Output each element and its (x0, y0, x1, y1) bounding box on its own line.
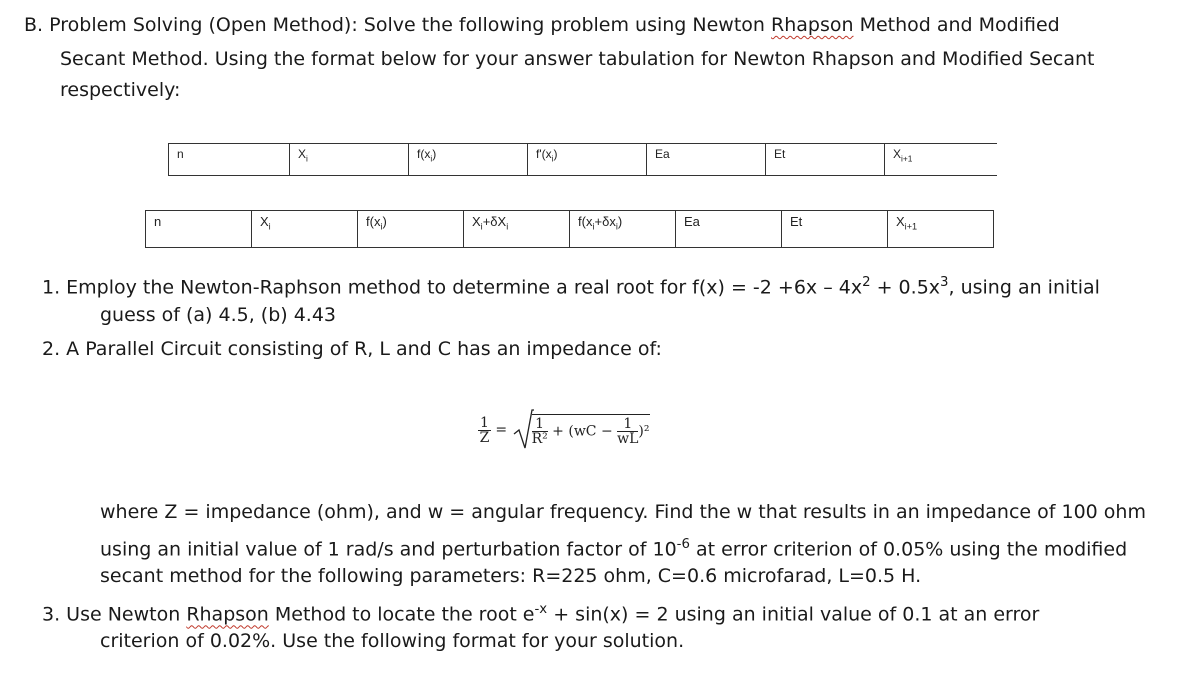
col-ea: Ea (676, 211, 782, 248)
table-row (169, 144, 998, 176)
col-xi: $X_i$ (252, 211, 358, 248)
col-ea: Ea (647, 144, 766, 176)
col-fxi: $f(x_i)$ (358, 211, 464, 248)
heading-text-end: Method and Modified (853, 14, 1060, 36)
col-et: Et (782, 211, 888, 248)
question-1-line1: 1. Employ the Newton-Raphson method to determine a real root for $f(x) = -2 +6x - 4x^2 + 0.5x^3$, using an initial (42, 275, 1100, 299)
col-et: Et (766, 144, 885, 176)
col-n: n (146, 211, 252, 248)
problem-heading-line3: respectively: (60, 79, 181, 101)
col-n: n (169, 144, 290, 176)
col-xi-plus-1: $X_{i+1}$ (885, 144, 998, 176)
question-3-line1: 3. Use Newton Rhapson Method to locate the root $e^{-x} + \sin(x) = 2$ using an initial value of 0.1 at an error (42, 602, 1040, 626)
question-3-line2: criterion of 0.02%. Use the following format for your solution. (100, 630, 685, 652)
col-fxi: $f(x_i)$ (409, 144, 528, 176)
question-2-line4: secant method for the following parameters: R=225 ohm, C=0.6 microfarad, L=0.5 H. (100, 565, 922, 587)
col-xi-plus-delta: $X_i+\delta X_i$ (464, 211, 570, 248)
col-fx-plus-delta: $f(x_i+\delta x_i)$ (570, 211, 676, 248)
heading-squiggle-word: Rhapson (771, 14, 854, 36)
problem-heading-line2: Secant Method. Using the format below for your answer tabulation for Newton Rhapson and Modified Secant (60, 48, 1095, 70)
newton-raphson-format-table (168, 143, 997, 176)
table-row (146, 211, 994, 248)
question-2-line3: using an initial value of 1 rad/s and perturbation factor of $10^{-6}$ at error criterion of 0.05% using the modified (100, 537, 1128, 561)
question-2-line1: 2. A Parallel Circuit consisting of R, L and C has an impedance of: (42, 338, 662, 360)
sqrt-symbol-icon (512, 408, 534, 452)
question-1-line2: guess of (a) 4.5, (b) 4.43 (100, 304, 337, 326)
heading-text: B. Problem Solving (Open Method): Solve the following problem using Newton (24, 14, 772, 36)
col-xi-plus-1: $X_{i+1}$ (888, 211, 994, 248)
question-2-line2: where Z = impedance (ohm), and w = angular frequency. Find the w that results in an impedance of 100 ohm (100, 501, 1146, 523)
modified-secant-format-table (145, 210, 994, 248)
col-xi: $X_i$ (290, 144, 409, 176)
impedance-equation: $\frac{1}{Z}$ = $\frac{1}{\text{R²}}$ + (wC − $\frac{1}{wL}$ )² (478, 408, 650, 452)
problem-heading-line1 (24, 10, 1060, 41)
col-fprime-xi: $f'(x_i)$ (528, 144, 647, 176)
